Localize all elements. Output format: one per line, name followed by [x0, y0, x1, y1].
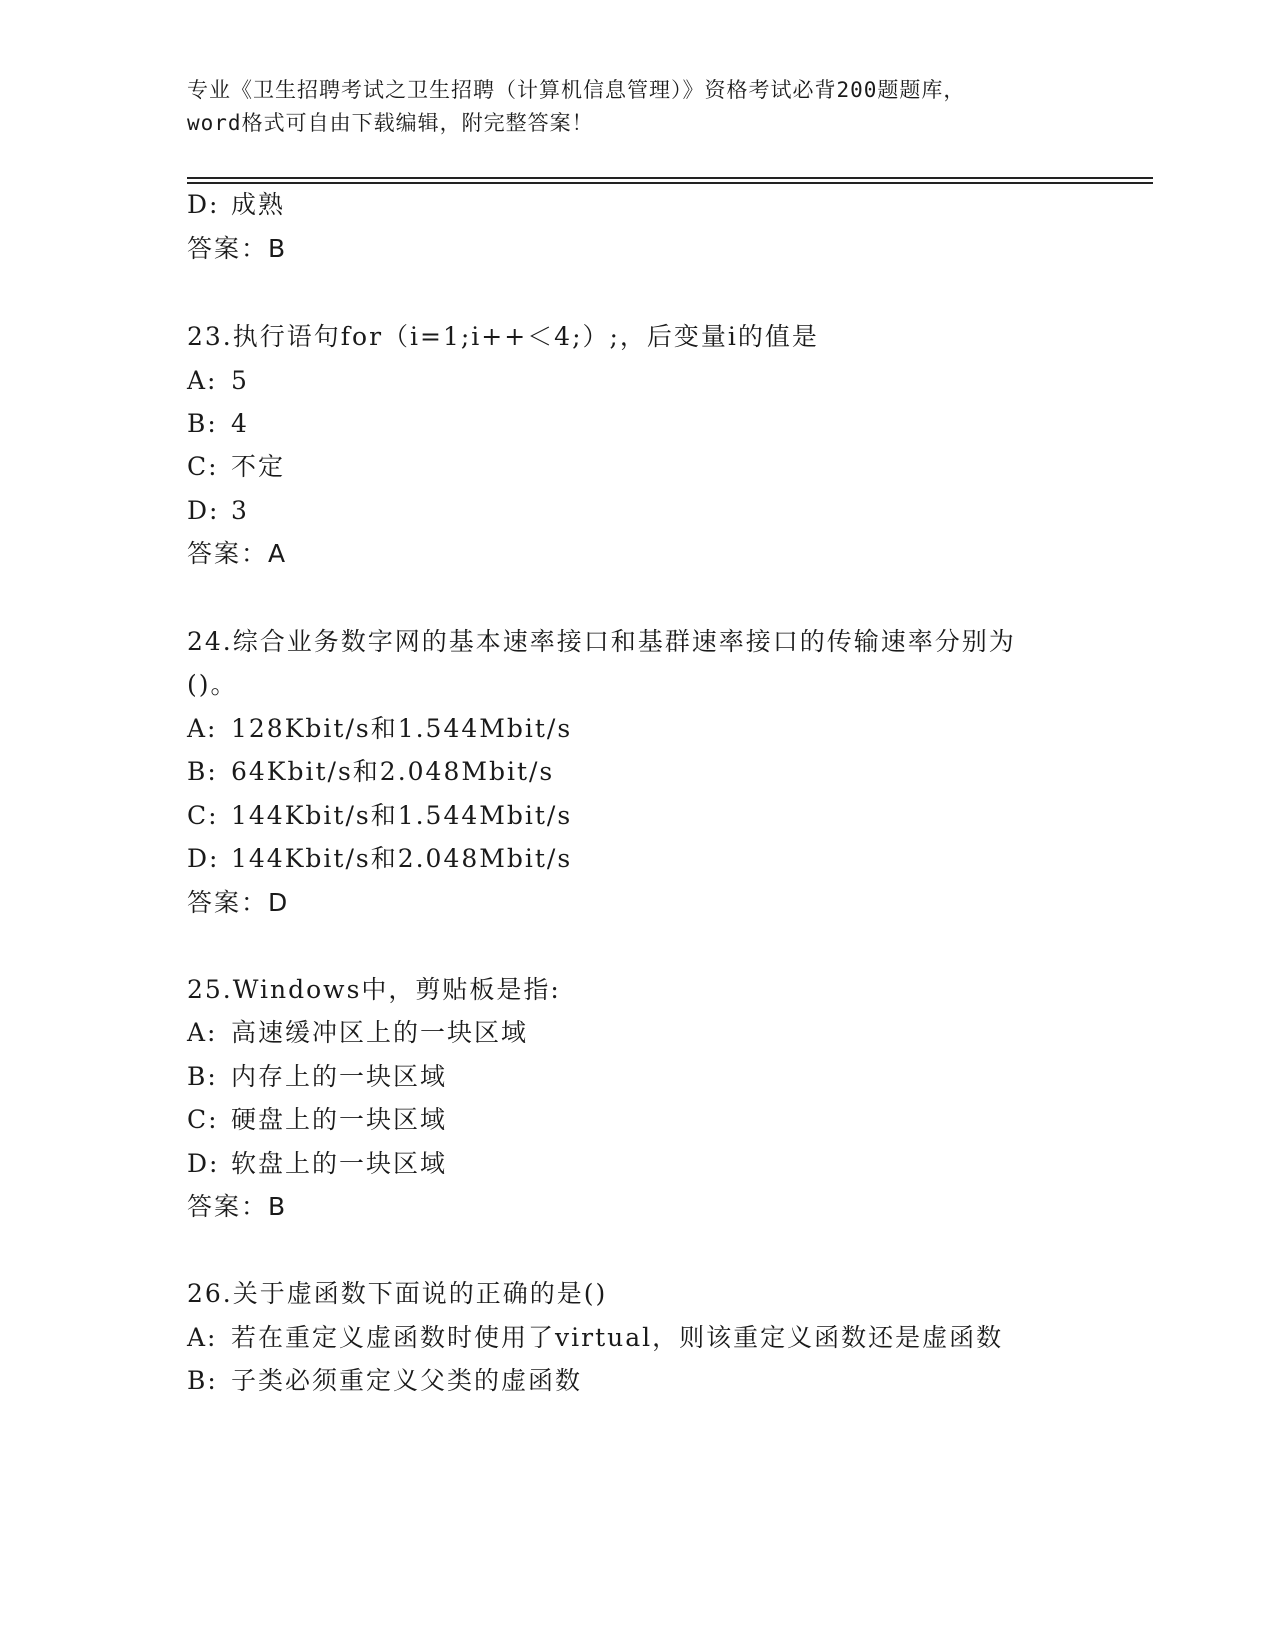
q23-option-c: [187, 450, 285, 484]
q24-answer: 答案：D: [187, 888, 290, 917]
header-divider-top: [187, 177, 1153, 179]
option-text: 成熟: [231, 190, 286, 219]
q23-option-b: [187, 407, 249, 441]
option-text: 高速缓冲区上的一块区域: [231, 1018, 529, 1047]
option-text: 硬盘上的一块区域: [231, 1105, 448, 1134]
option-label: B:: [187, 1062, 218, 1091]
q24-option-a: [187, 712, 572, 746]
option-text: 5: [231, 366, 249, 395]
option-label: D:: [187, 844, 220, 873]
option-text: 64Kbit/s和2.048Mbit/s: [231, 757, 555, 786]
option-label: D:: [187, 496, 220, 525]
option-text: 144Kbit/s和1.544Mbit/s: [231, 801, 573, 830]
header-divider-bottom: [187, 182, 1153, 184]
option-text: 子类必须重定义父类的虚函数: [231, 1366, 583, 1395]
q26-option-a: [187, 1321, 1003, 1355]
header-line-2: word格式可自由下载编辑，附完整答案！: [187, 111, 594, 135]
q25-option-d: [187, 1147, 447, 1181]
q25-option-b: [187, 1060, 447, 1094]
option-label: C:: [187, 1105, 219, 1134]
option-label: B:: [187, 409, 218, 438]
option-label: C:: [187, 801, 219, 830]
q25-option-a: [187, 1016, 528, 1050]
option-label: C:: [187, 452, 219, 481]
option-label: D:: [187, 190, 220, 219]
option-text: 144Kbit/s和2.048Mbit/s: [231, 844, 573, 873]
option-text: 128Kbit/s和1.544Mbit/s: [231, 714, 573, 743]
header-line-1: 专业《卫生招聘考试之卫生招聘（计算机信息管理）》资格考试必背200题题库，: [187, 78, 966, 102]
option-label: D:: [187, 1149, 220, 1178]
question-26-stem: 26.关于虚函数下面说的正确的是(): [187, 1279, 608, 1308]
question-23-stem: 23.执行语句for（i=1;i++＜4;）;，后变量i的值是: [187, 322, 819, 351]
option-text: 内存上的一块区域: [231, 1062, 448, 1091]
question-24-stem-line2: ()。: [187, 670, 238, 699]
option-label: B:: [187, 1366, 218, 1395]
question-24-stem-line1: 24.综合业务数字网的基本速率接口和基群速率接口的传输速率分别为: [187, 627, 1016, 656]
q23-option-a: [187, 364, 249, 398]
option-text: 3: [231, 496, 249, 525]
option-label: B:: [187, 757, 218, 786]
answer-line: 答案：B: [187, 234, 288, 263]
option-label: A:: [187, 714, 218, 743]
q24-option-b: [187, 755, 554, 789]
q24-option-d: [187, 842, 572, 876]
q25-answer: 答案：B: [187, 1192, 288, 1221]
option-text: 不定: [231, 452, 286, 481]
document-header: [187, 74, 1087, 140]
question-25-stem: 25.Windows中，剪贴板是指:: [187, 975, 561, 1004]
option-text: 若在重定义虚函数时使用了virtual，则该重定义函数还是虚函数: [231, 1323, 1004, 1352]
option-text: 4: [231, 409, 249, 438]
q23-option-d: [187, 494, 249, 528]
q24-option-c: [187, 799, 572, 833]
q23-answer: 答案：A: [187, 539, 288, 568]
option-label: A:: [187, 1018, 218, 1047]
option-label: A:: [187, 366, 218, 395]
q25-option-c: [187, 1103, 447, 1137]
q26-option-b: [187, 1364, 582, 1398]
option-d: [187, 188, 285, 222]
option-text: 软盘上的一块区域: [231, 1149, 448, 1178]
option-label: A:: [187, 1323, 218, 1352]
